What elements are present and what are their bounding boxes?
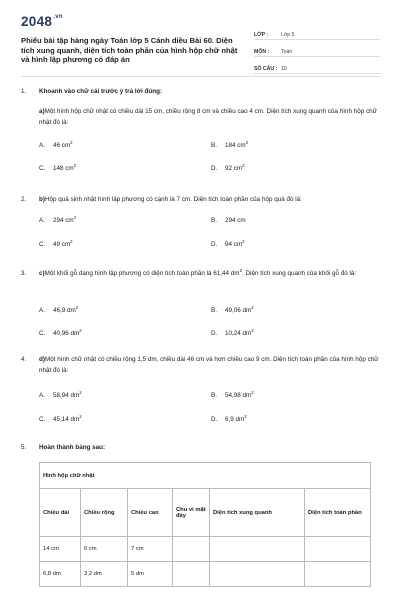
option-a-C[interactable]: C. 148 $cm^2$ — [39, 162, 77, 172]
question-d: 4. d)Một hình chữ nhật có chiều rộng 1,5 dm, chiều dài 46 cm và hơn chiều cao 9 cm. Diện tích toàn phần của hình hộp chữ nhật đó là: — [21, 356, 379, 374]
table-row — [40, 537, 371, 562]
data-table — [39, 462, 371, 587]
table-cell: 3,2 dm — [81, 562, 128, 587]
option-b-B[interactable]: B. 294 cm — [211, 217, 246, 224]
option-b-C[interactable]: C. 49 $cm^2$ — [39, 238, 73, 248]
table-cell-empty[interactable] — [173, 562, 210, 587]
divider — [21, 76, 381, 77]
option-b-D[interactable]: D. 94 $cm^2$ — [211, 238, 245, 248]
table-cell: 7 cm — [128, 537, 173, 562]
meta-row-count: SỐ CÂU : 10 — [254, 60, 380, 74]
table-header: Chiều rộng — [81, 489, 128, 537]
table-cell: 5 dm — [128, 562, 173, 587]
table-header: Diện tích xung quanh — [210, 489, 305, 537]
table-header: Chiều cao — [128, 489, 173, 537]
table-cell-empty[interactable] — [305, 562, 371, 587]
meta-row-subject: MÔN : Toán — [254, 43, 380, 57]
header — [21, 14, 381, 72]
option-a-A[interactable]: A. 46 $cm^2$ — [39, 139, 73, 149]
question-c: 3. c)Một khối gỗ dạng hình lập phương có diện tích toàn phần là 61,44 $dm^2$. Diện tích xung quanh của khối gỗ đó là: — [21, 267, 357, 277]
question-a: a)Một hình hộp chữ nhật có chiều dài 15 cm, chiều rộng 8 cm và chiều cao 4 cm. Diện tích xung quanh của hình hộp chữ nhật đó là: — [39, 108, 377, 126]
table-cell-empty[interactable] — [305, 537, 371, 562]
option-c-B[interactable]: B. 49,06 $dm^2$ — [211, 304, 254, 314]
option-a-B[interactable]: B. 184 $cm^2$ — [211, 139, 249, 149]
option-d-D[interactable]: D. 6,9 $dm^2$ — [211, 413, 247, 423]
option-c-D[interactable]: D. 10,24 $dm^2$ — [211, 327, 254, 337]
option-b-A[interactable]: A. 294 $cm^2$ — [39, 214, 77, 224]
table-header: Chiều dài — [40, 489, 81, 537]
option-d-A[interactable]: A. 58,94 $dm^2$ — [39, 389, 82, 399]
option-a-D[interactable]: D. 92 $cm^2$ — [211, 162, 245, 172]
document-title: Phiếu bài tập hàng ngày Toán lớp 5 Cánh diều Bài 60. Diện tích xung quanh, diện tích toàn phần của hình hộp chữ nhật và hình lập phương có đáp án — [21, 36, 238, 65]
table-row — [40, 562, 371, 587]
table-header: Chu vi mặt đáy — [173, 489, 210, 537]
table-caption: Hình hộp chữ nhật — [40, 463, 371, 489]
table-cell: 14 cm — [40, 537, 81, 562]
site-logo[interactable]: $2048^{.vn}$ — [21, 14, 63, 29]
option-c-C[interactable]: C. 40,96 $dm^2$ — [39, 327, 82, 337]
table-cell-empty[interactable] — [173, 537, 210, 562]
option-d-B[interactable]: B. 54,98 $dm^2$ — [211, 389, 254, 399]
option-c-A[interactable]: A. 46,9 $dm^2$ — [39, 304, 79, 314]
table-cell-empty[interactable] — [210, 562, 305, 587]
worksheet-page: $2048^{.vn}$ Phiếu bài tập hàng ngày Toán lớp 5 Cánh diều Bài 60. Diện tích xung quanh, diện tích toàn phần của hình hộp chữ nhật và hình lập phương có đáp án LỚP : Lớp 5 MÔN : Toán SỐ CÂU : 10 1. Khoanh vào chữ cái trước ý trả lời đúng: a)Một hình hộp chữ nhật có chiều dài 15 cm, chiều rộng 8 cm và chiều cao 4 cm. Diện tích xung quanh của hình hộp chữ nhật đó là: A. 46 $cm^2$ B. 184 $cm^2$ C. 148 $cm^2$ D. 92 $cm^2$ 2. b)Hộp quà sinh nhật hình lập phương có cạnh là 7 cm. Diện tích toàn phần của hộp quà đó là: A. 294 $cm^2$ B. 294 cm C. 49 $cm^2$ D. 94 $cm^2$ 3. c)Một khối gỗ dạng hình lập phương có diện tích toàn phần là 61,44 $dm^2$. Diện tích xung quanh của khối gỗ đó là: A. 46,9 $dm^2$ B. 49,06 $dm^2$ C. 40,96 $dm^2$ D. 10,24 $dm^2$ 4. d)Một hình chữ nhật có chiều rộng 1,5 dm, chiều dài 46 cm và hơn chiều cao 9 cm. Diện tích toàn phần của hình hộp chữ nhật đó là: A. 58,94 $dm^2$ B. 54,98 $dm^2$ C. 45,14 $dm^2$ D. 6,9 $dm^2$ 5. Hoàn thành bảng sau: Hình hộp chữ nhật Chiều dài Chiều rộng Chiều cao Chu vi mặt đáy Diện tích xung quanh Diện tích toàn phần 14 cm 6 cm 7 cm 6,8 dm 3,2 dm 5 dm — [0, 0, 400, 600]
table-cell: 6 cm — [81, 537, 128, 562]
meta-row-class: LỚP : Lớp 5 — [254, 26, 380, 40]
meta-info — [254, 26, 380, 77]
table-cell: 6,8 dm — [40, 562, 81, 587]
option-d-C[interactable]: C. 45,14 $dm^2$ — [39, 413, 82, 423]
table-header: Diện tích toàn phần — [305, 489, 371, 537]
table-cell-empty[interactable] — [210, 537, 305, 562]
